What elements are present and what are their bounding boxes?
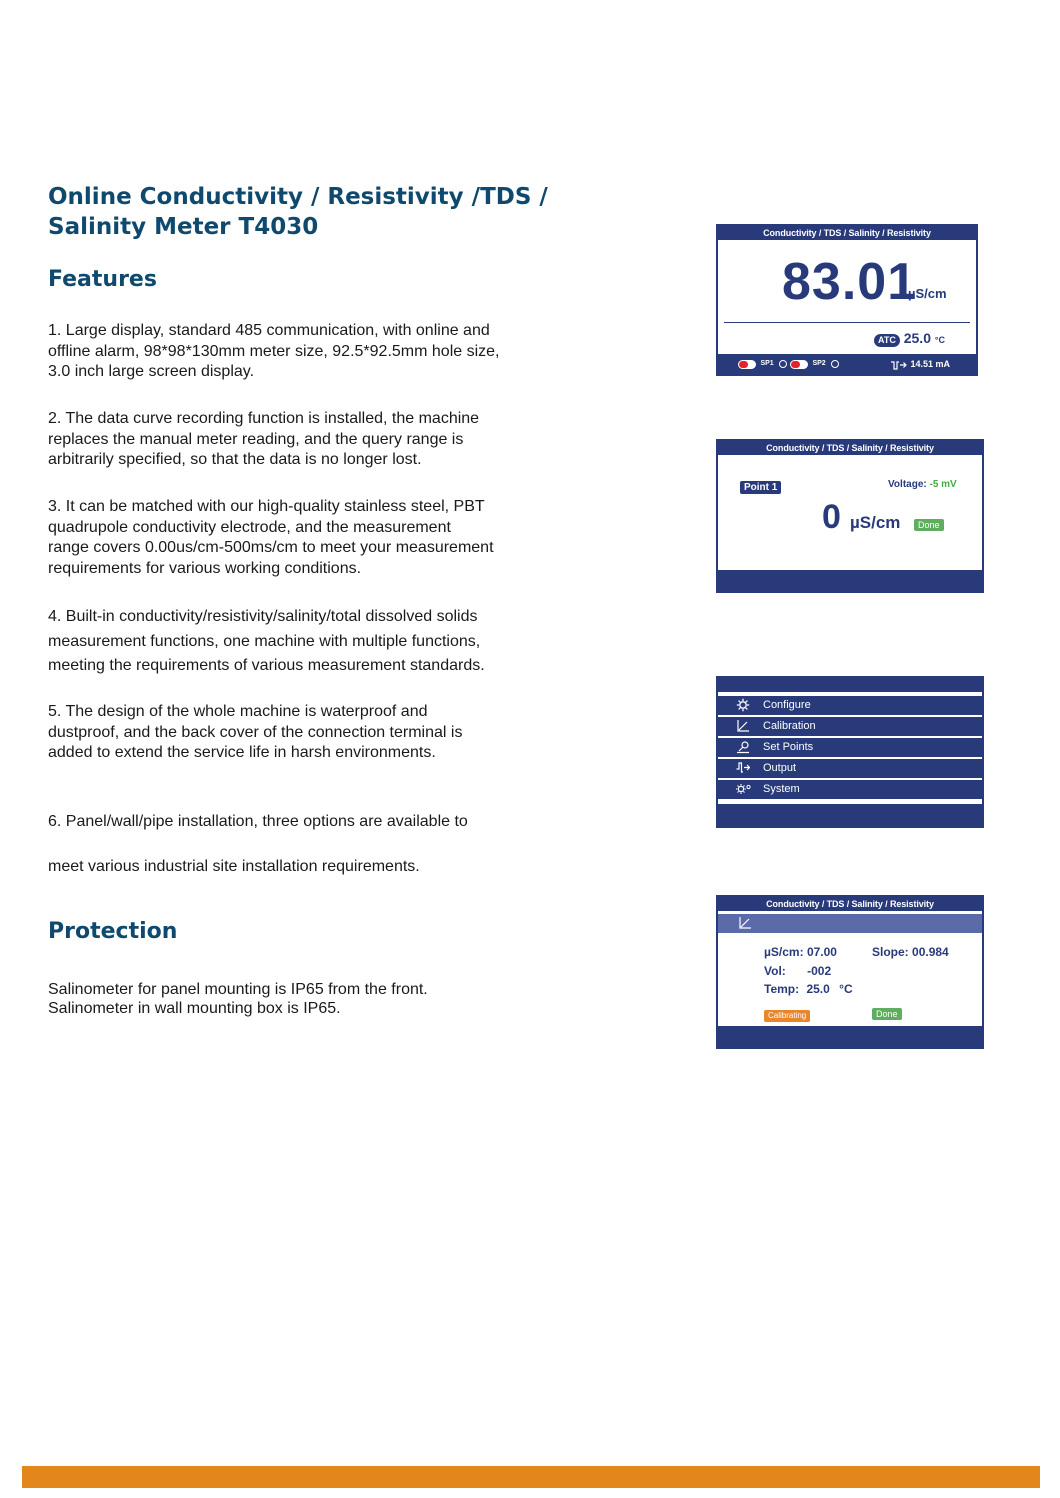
temp-readout: Temp: 25.0 °C [764,982,853,996]
temperature-unit: °C [934,335,945,345]
title-line-1: Online Conductivity / Resistivity /TDS / [48,184,548,210]
divider [724,322,970,323]
gear-icon [736,698,750,712]
meter-screen-calibration-detail [716,895,984,1049]
output-signal-icon [736,761,750,775]
feature-1: 1. Large display, standard 485 communication, with online and offline alarm, 98*98*130mm meter size, 92.5*92.5mm hole size, 3.0 inch large screen display. [48,322,500,380]
menu-item-output[interactable]: Output [718,759,982,778]
menu-item-set-points[interactable]: Set Points [718,738,982,757]
voltage-readout: Voltage: -5 mV [888,479,957,490]
temperature-value: 25.0 [903,330,931,346]
temperature-readout [874,330,945,348]
feature-4: 4. Built-in conductivity/resistivity/salinity/total dissolved solids measurement functions, one machine with multiple functions, meeting the requirements of various measurement standards. [48,608,485,674]
done-badge: Done [914,519,944,531]
feature-6: 6. Panel/wall/pipe installation, three options are available to meet various industrial site installation requirements. [48,813,468,875]
current-value: 14.51 mA [910,359,951,369]
sp1-toggle-icon [738,360,756,369]
conductivity-unit: µS/cm [908,286,947,301]
menu-bottom-bar [718,804,982,826]
setpoint-1: SP1 [738,358,787,370]
meter-screen-main [716,224,978,376]
uscm-readout: µS/cm: 07.00 [764,945,837,959]
sp1-pin-icon [779,360,787,368]
status-bar [718,1026,982,1047]
title-line-2: Salinity Meter T4030 [48,214,319,240]
sp2-toggle-icon [790,360,808,369]
slope-readout: Slope: 00.984 [872,945,949,959]
feature-2: 2. The data curve recording function is installed, the machine replaces the manual meter reading, and the query range is arbitrarily specified, so that the data is no longer lost. [48,410,480,468]
meter-screen-calibration-point [716,439,984,593]
calibration-chart-icon [738,916,752,930]
output-signal-icon [890,359,908,371]
calibration-title-bar [718,914,982,933]
screen-header: Conductivity / TDS / Salinity / Resistivity [718,441,982,455]
menu-item-configure[interactable]: Configure [718,696,982,715]
menu-item-calibration[interactable]: Calibration [718,717,982,736]
protection-heading: Protection [48,919,178,944]
done-badge: Done [872,1008,902,1020]
atc-badge: ATC [874,334,900,347]
page-title [48,182,608,242]
status-bar [718,354,976,374]
setpoint-2: SP2 [790,358,839,370]
calibrating-badge: Calibrating [764,1010,810,1022]
status-bar [718,570,982,591]
menu-item-system[interactable]: System [718,780,982,799]
menu-top-bar [718,678,982,692]
point-badge: Point 1 [740,481,781,494]
current-output [890,357,950,371]
calibration-unit: µS/cm [850,513,901,532]
calibration-value: 0 [822,498,841,536]
protection-text: Salinometer for panel mounting is IP65 from the front. Salinometer in wall mounting box is IP65. [48,981,428,1017]
feature-5: 5. The design of the whole machine is waterproof and dustproof, and the back cover of the connection terminal is added to extend the service life in harsh environments. [48,703,463,761]
sp2-pin-icon [831,360,839,368]
screen-header: Conductivity / TDS / Salinity / Resistivity [718,226,976,240]
vol-readout: Vol: -002 [764,964,832,978]
calibration-chart-icon [736,719,750,733]
features-heading: Features [48,267,157,292]
footer-bar [22,1466,1040,1488]
screen-header: Conductivity / TDS / Salinity / Resistivity [718,897,982,911]
meter-screen-menu [716,676,984,828]
conductivity-value: 83.01 [782,253,918,311]
system-gears-icon [736,782,752,796]
feature-3: 3. It can be matched with our high-quality stainless steel, PBT quadrupole conductivity electrode, and the measurement range covers 0.00us/cm-500ms/cm to meet your measurement requirements for various working conditions. [48,498,494,577]
set-points-icon [736,740,750,754]
